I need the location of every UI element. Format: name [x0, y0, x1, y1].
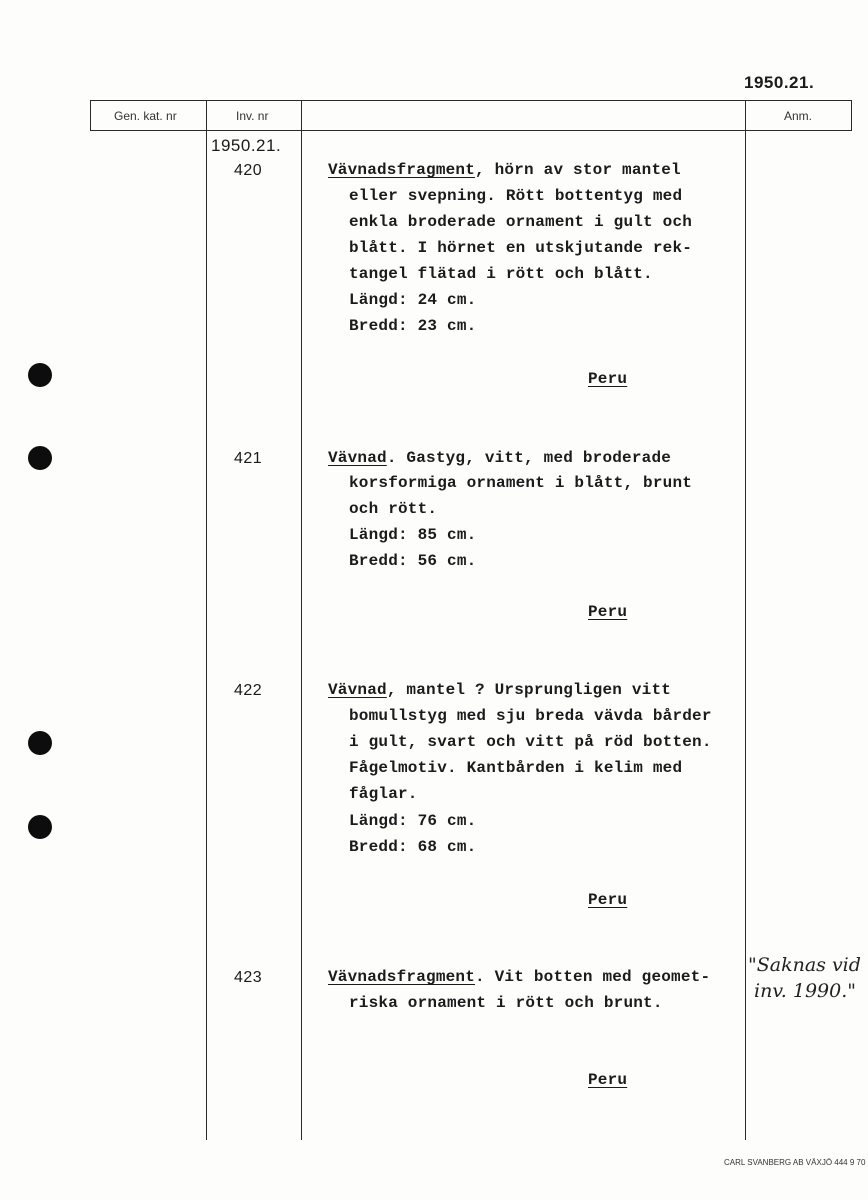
- header-inv: Inv. nr: [236, 109, 269, 123]
- left-border: [90, 100, 91, 131]
- punch-hole: [28, 731, 52, 755]
- entry-line: eller svepning. Rött bottentyg med: [349, 187, 683, 205]
- entry-line: riska ornament i rött och brunt.: [349, 994, 663, 1012]
- entry-line: i gult, svart och vitt på röd botten.: [349, 733, 712, 751]
- entry-title: Vävnadsfragment: [328, 161, 476, 179]
- printer-mark: CARL SVANBERG AB VÄXJÖ 444 9 70: [724, 1158, 866, 1167]
- header-top-rule: [90, 100, 852, 101]
- entry-line: enkla broderade ornament i gult och: [349, 213, 693, 231]
- entry-origin: Peru: [588, 370, 628, 388]
- entry-width: Bredd: 56 cm.: [349, 552, 477, 570]
- inv-number: 420: [234, 162, 263, 179]
- entry-line: fåglar.: [349, 785, 418, 803]
- entry-line: och rött.: [349, 500, 438, 518]
- entry-width: Bredd: 23 cm.: [349, 317, 477, 335]
- entry-line: tangel flätad i rött och blått.: [349, 265, 653, 283]
- entry-line: blått. I hörnet en utskjutande rek-: [349, 239, 693, 257]
- entry-line: korsformiga ornament i blått, brunt: [349, 474, 693, 492]
- entry-line: bomullstyg med sju breda vävda bårder: [349, 707, 712, 725]
- right-border: [851, 100, 852, 131]
- entry-width: Bredd: 68 cm.: [349, 838, 477, 856]
- header-bottom-rule: [90, 130, 852, 131]
- inv-number: 423: [234, 969, 263, 986]
- punch-hole: [28, 815, 52, 839]
- series-number: 1950.21.: [211, 136, 282, 155]
- entry-line: . Vit botten med geomet-: [475, 968, 711, 986]
- column-divider-inv: [206, 100, 207, 1140]
- entry-title: Vävnad: [328, 449, 387, 467]
- entry-first-line: [328, 677, 671, 703]
- header-anm: Anm.: [784, 109, 813, 123]
- punch-hole: [28, 363, 52, 387]
- column-divider-text: [301, 100, 302, 1140]
- entry-line: . Gastyg, vitt, med broderade: [386, 449, 672, 467]
- entry-title: Vävnadsfragment: [328, 968, 476, 986]
- inv-number: 421: [234, 450, 263, 467]
- entry-length: Längd: 76 cm.: [349, 812, 477, 830]
- entry-line: Fågelmotiv. Kantbården i kelim med: [349, 759, 683, 777]
- inv-number: 422: [234, 682, 263, 699]
- entry-length: Längd: 85 cm.: [349, 526, 477, 544]
- entry-origin: Peru: [588, 1071, 628, 1089]
- page-number: 1950.21.: [744, 73, 815, 92]
- handwritten-remark: "Saknas vid: [748, 954, 861, 976]
- entry-first-line: [328, 157, 681, 183]
- entry-line: , mantel ? Ursprungligen vitt: [386, 681, 672, 699]
- entry-line: , hörn av stor mantel: [475, 161, 681, 179]
- entry-origin: Peru: [588, 891, 628, 909]
- punch-hole: [28, 446, 52, 470]
- entry-title: Vävnad: [328, 681, 387, 699]
- entry-first-line: [328, 964, 710, 990]
- handwritten-remark: inv. 1990.": [754, 980, 857, 1002]
- entry-origin: Peru: [588, 603, 628, 621]
- entry-first-line: [328, 445, 671, 471]
- header-gen-kat: Gen. kat. nr: [114, 109, 177, 123]
- entry-length: Längd: 24 cm.: [349, 291, 477, 309]
- column-divider-anm: [745, 100, 746, 1140]
